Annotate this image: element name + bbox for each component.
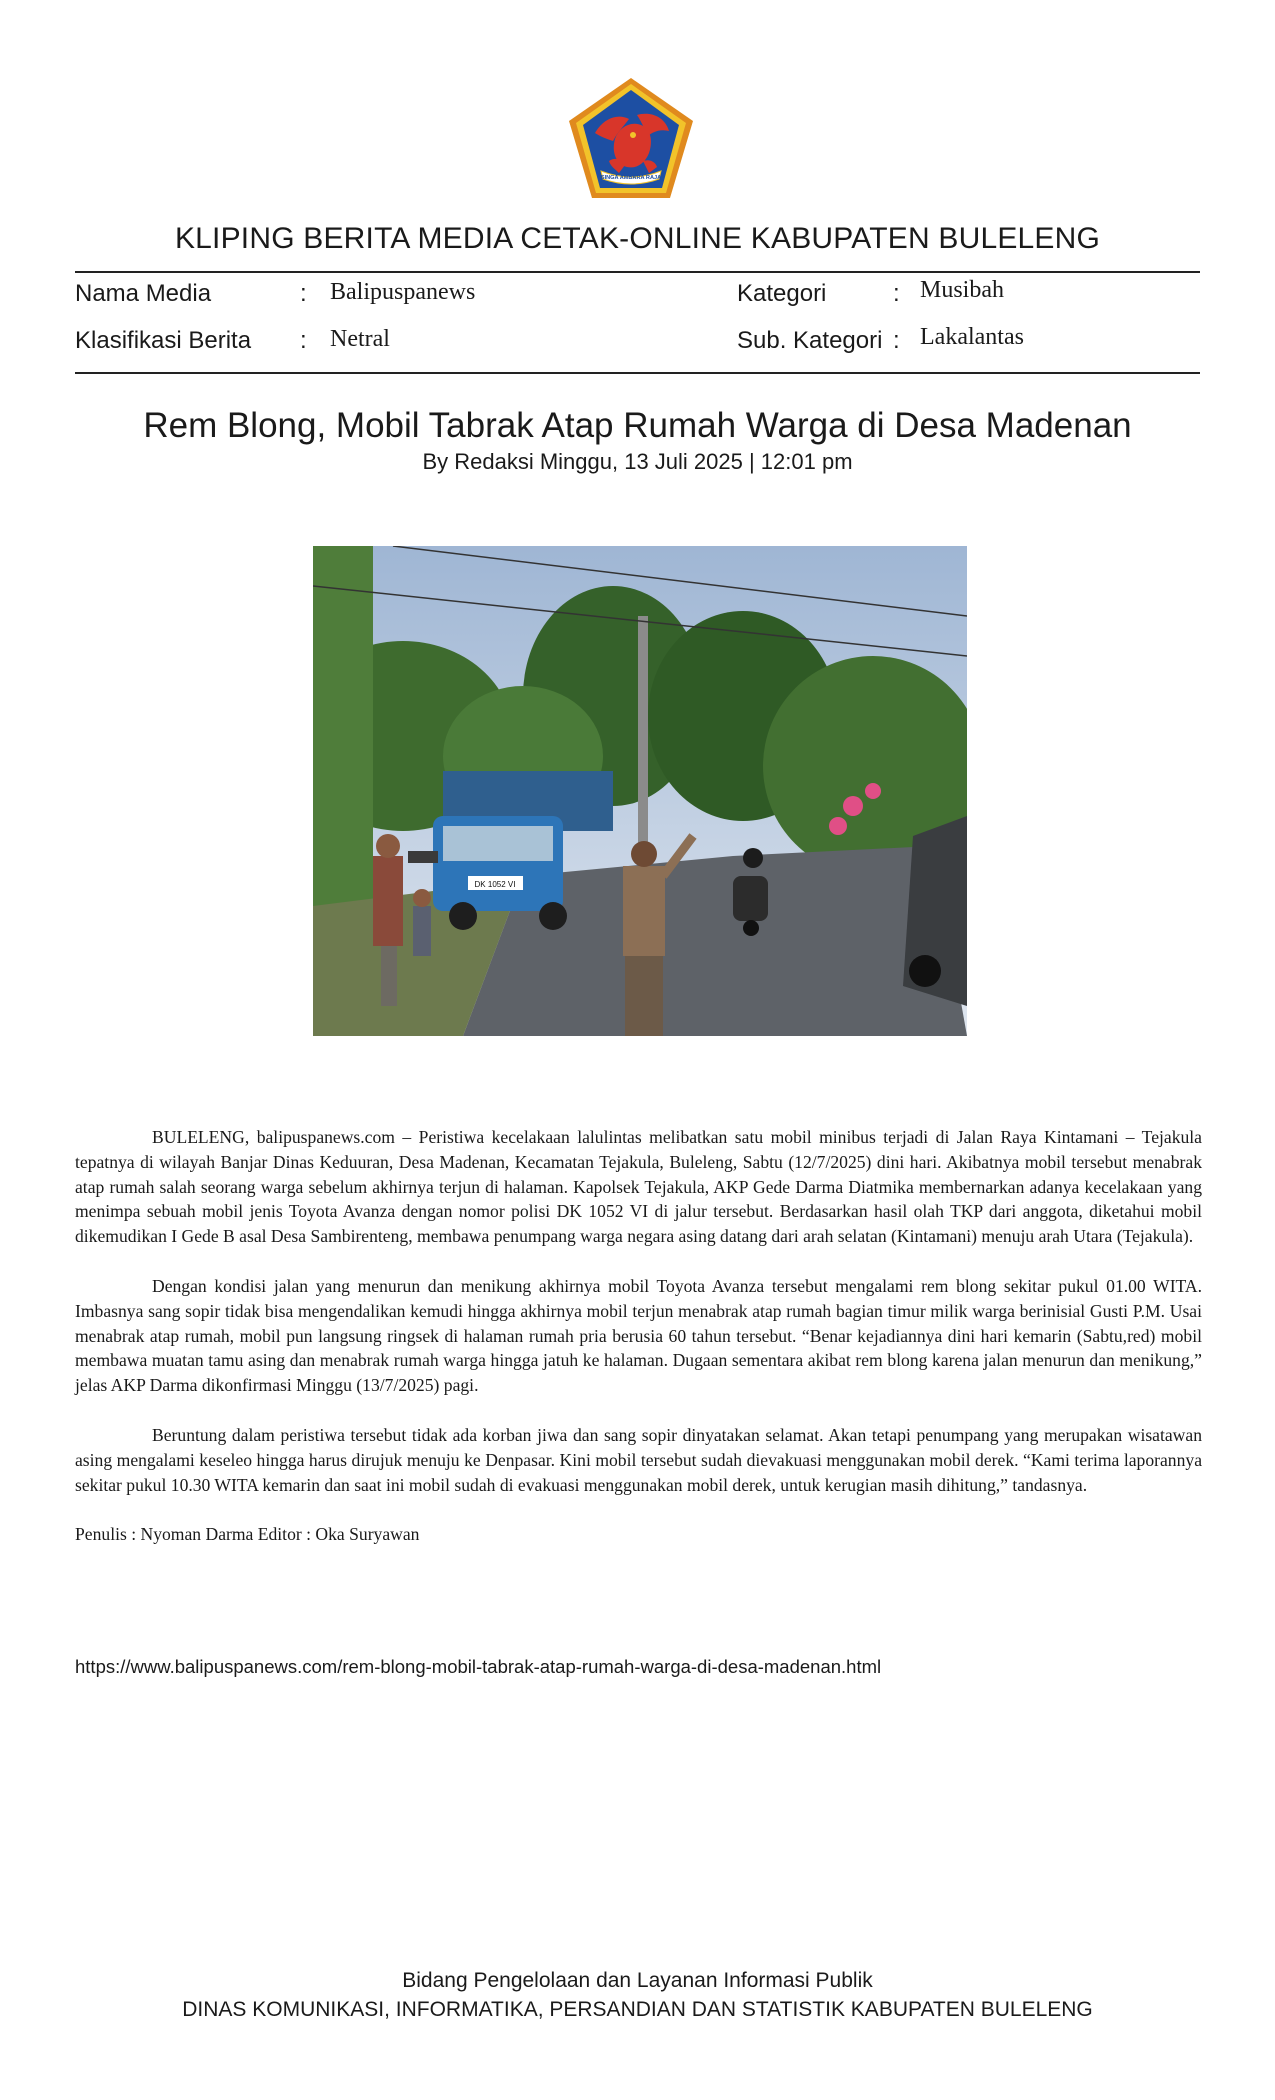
footer — [0, 1966, 1275, 2024]
truck-license-plate: DK 1052 VI — [474, 880, 516, 889]
article-headline: Rem Blong, Mobil Tabrak Atap Rumah Warga di Desa Madenan — [143, 406, 1132, 445]
header-divider-bottom — [75, 372, 1200, 374]
footer-department: Bidang Pengelolaan dan Layanan Informasi Publik — [402, 1969, 873, 1992]
emblem-motto: SINGA AMBARA RAJA — [600, 175, 662, 181]
header-divider-top — [75, 271, 1200, 273]
media-name-value: Balipuspanews — [330, 279, 476, 305]
subcategory-label: Sub. Kategori — [737, 327, 883, 354]
classification-label: Klasifikasi Berita — [75, 327, 252, 354]
classification-separator: : — [300, 327, 307, 354]
article-paragraph-3: Beruntung dalam peristiwa tersebut tidak ada korban jiwa dan sang sopir dinyatakan selamat. Akan tetapi penumpang yang merupakan wisatawan asing mengalami keseleo hingga harus dirujuk menuju ke Denpasar. Kini mobil tersebut sudah dievakuasi menggunakan mobil derek. “Kami terima laporannya sekitar pukul 10.30 WITA kemarin dan saat ini mobil sudah di evakuasi menggunakan mobil derek, untuk kerugian masih dihitung,” tandasnya. — [75, 1424, 1202, 1495]
footer-agency: DINAS KOMUNIKASI, INFORMATIKA, PERSANDIAN DAN STATISTIK KABUPATEN BULELENG — [182, 1998, 1093, 2021]
category-value: Musibah — [920, 277, 1004, 303]
buleleng-regency-emblem — [565, 75, 697, 201]
category-label: Kategori — [737, 280, 827, 307]
classification-value: Netral — [330, 326, 390, 352]
article-body — [75, 1125, 1202, 1571]
subcategory-value: Lakalantas — [920, 324, 1024, 350]
article-paragraph-1: BULELENG, balipuspanews.com – Peristiwa kecelakaan lalulintas melibatkan satu mobil minibus terjadi di Jalan Raya Kintamani – Tejakula tepatnya di wilayah Banjar Dinas Keduuran, Desa Madenan, Kecamatan Tejakula, Buleleng, Sabtu (12/7/2025) dini hari. Akibatnya mobil tersebut menabrak atap rumah salah seorang warga sebelum akhirnya terjun di halaman. Kapolsek Tejakula, AKP Gede Darma Diatmika membernarkan adanya kecelakaan yang menimpa sebuah mobil jenis Toyota Avanza dengan nomor polisi DK 1052 VI di jalur tersebut. Berdasarkan hasil olah TKP dari anggota, diketahui mobil dikemudikan I Gede B asal Desa Sambirenteng, membawa penumpang warga negara asing datang dari arah selatan (Kintamani) menuju arah Utara (Tejakula). — [75, 1127, 1202, 1247]
accident-scene-photo — [313, 546, 967, 1036]
media-name-label: Nama Media — [75, 280, 212, 307]
article-paragraph-2: Dengan kondisi jalan yang menurun dan menikung akhirnya mobil Toyota Avanza tersebut mengalami rem blong sekitar pukul 01.00 WITA. Imbasnya sang sopir tidak bisa mengendalikan kemudi hingga akhirnya mobil terjun menabrak atap rumah bagian timur milik warga berinisial Gusti P.M. Usai menabrak atap rumah, mobil pun langsung ringsek di halaman rumah pria berusia 60 tahun tersebut. “Benar kejadiannya dini hari kemarin (Sabtu,red) mobil membawa muatan tamu asing dan menabrak rumah warga hingga jatuh ke halaman. Dugaan sementara akibat rem blong karena jalan menurun dan menikung,” jelas AKP Darma dikonfirmasi Minggu (13/7/2025) pagi. — [75, 1275, 1202, 1396]
media-name-separator: : — [300, 280, 307, 307]
subcategory-separator: : — [893, 327, 900, 354]
category-separator: : — [893, 280, 900, 307]
article-credits: Penulis : Nyoman Darma Editor : Oka Suryawan — [75, 1524, 420, 1545]
clipping-header-title: KLIPING BERITA MEDIA CETAK-ONLINE KABUPATEN BULELENG — [174, 222, 1101, 255]
article-byline: By Redaksi Minggu, 13 Juli 2025 | 12:01 pm — [422, 449, 853, 474]
source-url-link[interactable]: https://www.balipuspanews.com/rem-blong-mobil-tabrak-atap-rumah-warga-di-desa-madenan.html — [75, 1656, 882, 1677]
